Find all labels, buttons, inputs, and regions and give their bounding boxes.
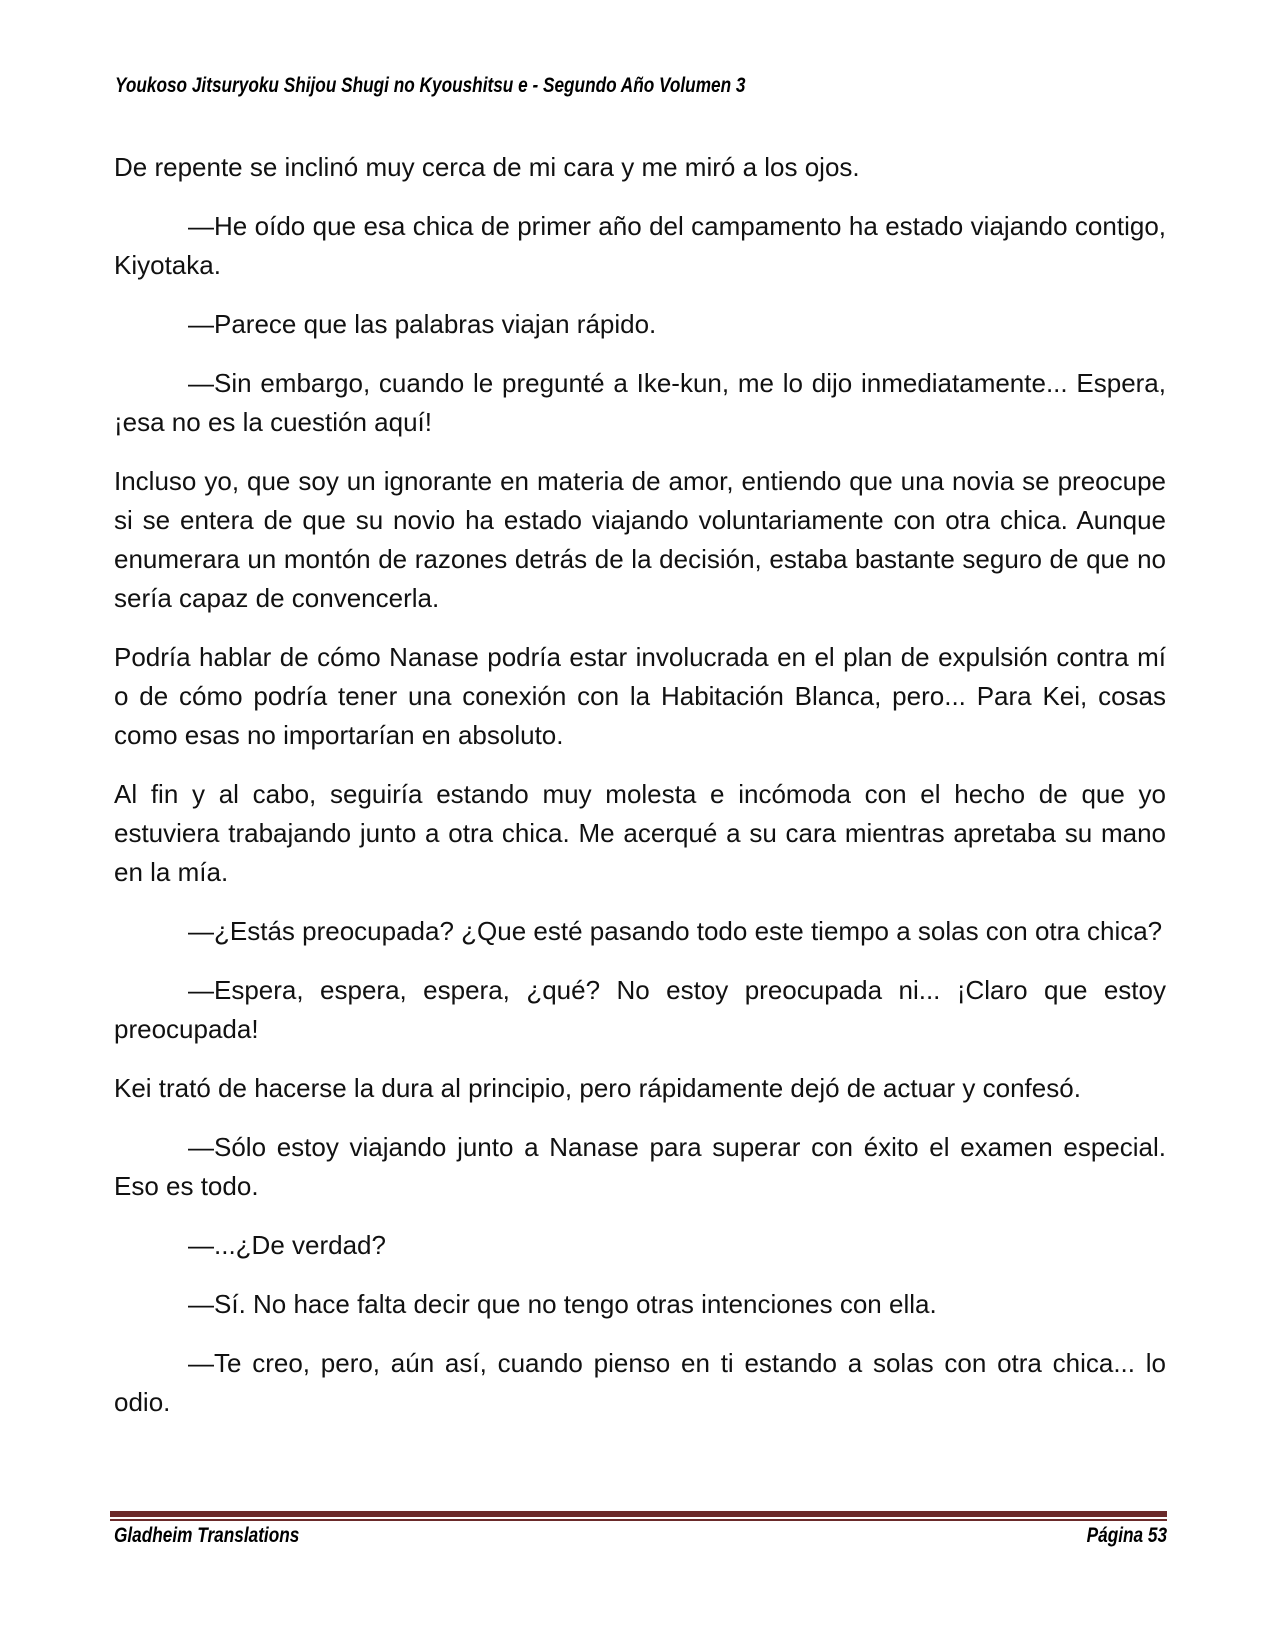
paragraph: De repente se inclinó muy cerca de mi cara y me miró a los ojos.: [114, 152, 860, 182]
dialogue-paragraph: —Parece que las palabras viajan rápido.: [188, 309, 657, 339]
page-number: Página 53: [1086, 1524, 1167, 1547]
running-header: Youkoso Jitsuryoku Shijou Shugi no Kyoushitsu e - Segundo Año Volumen 3: [115, 74, 746, 97]
dialogue-paragraph: —Sin embargo, cuando le pregunté a Ike-kun, me lo dijo inmediatamente... Espera, ¡esa no es la cuestión aquí!: [114, 368, 1166, 437]
footer-rule-thick: [110, 1511, 1167, 1517]
paragraph: Al fin y al cabo, seguiría estando muy molesta e incómoda con el hecho de que yo estuviera trabajando junto a otra chica. Me acerqué a su cara mientras apretaba su mano en la mía.: [114, 779, 1166, 887]
dialogue-paragraph: —Espera, espera, espera, ¿qué? No estoy preocupada ni... ¡Claro que estoy preocupada!: [114, 975, 1166, 1044]
dialogue-paragraph: —He oído que esa chica de primer año del campamento ha estado viajando contigo, Kiyotaka.: [114, 211, 1166, 280]
footer-rule-thin: [110, 1519, 1167, 1521]
footer-publisher: Gladheim Translations: [114, 1524, 300, 1547]
paragraph: Kei trató de hacerse la dura al principio, pero rápidamente dejó de actuar y confesó.: [114, 1073, 1081, 1103]
paragraph: Podría hablar de cómo Nanase podría estar involucrada en el plan de expulsión contra mí o de cómo podría tener una conexión con la Habitación Blanca, pero... Para Kei, cosas como esas no importarían en absoluto.: [114, 642, 1166, 750]
dialogue-paragraph: —Te creo, pero, aún así, cuando pienso en ti estando a solas con otra chica... lo odio.: [114, 1348, 1166, 1417]
dialogue-paragraph: —...¿De verdad?: [188, 1230, 386, 1260]
dialogue-paragraph: —Sí. No hace falta decir que no tengo otras intenciones con ella.: [188, 1289, 937, 1319]
dialogue-paragraph: —¿Estás preocupada? ¿Que esté pasando todo este tiempo a solas con otra chica?: [188, 916, 1163, 946]
paragraph: Incluso yo, que soy un ignorante en materia de amor, entiendo que una novia se preocupe si se entera de que su novio ha estado viajando voluntariamente con otra chica. Aunque enumerara un montón de razones detrás de la decisión, estaba bastante seguro de que no sería capaz de convencerla.: [114, 466, 1166, 613]
dialogue-paragraph: —Sólo estoy viajando junto a Nanase para superar con éxito el examen especial. Eso es todo.: [114, 1132, 1166, 1201]
page-body: [114, 148, 1166, 1442]
